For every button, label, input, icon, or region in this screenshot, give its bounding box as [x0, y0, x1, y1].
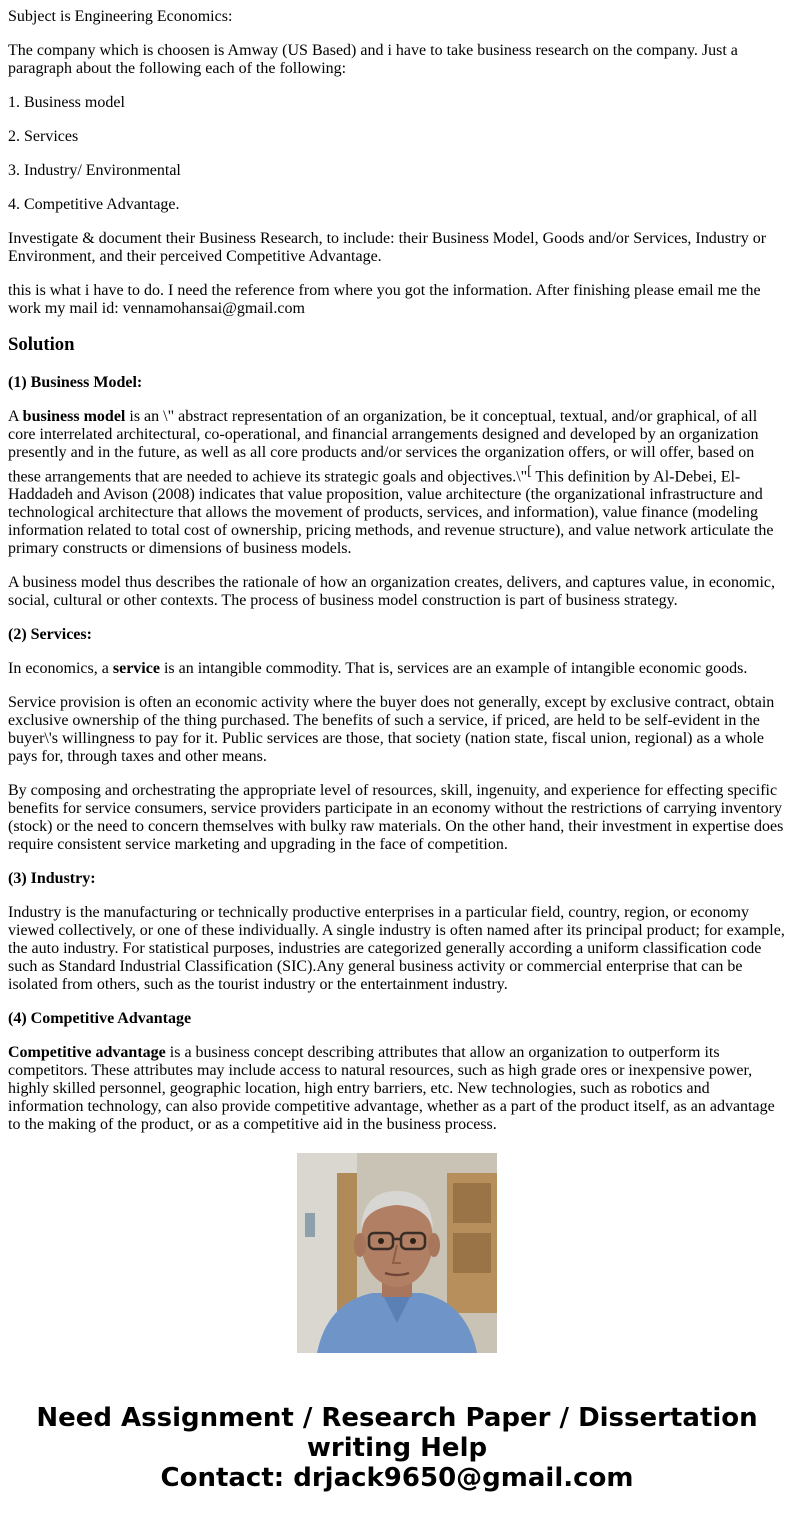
promo-banner — [0, 1403, 794, 1493]
promo-contact: Contact: drjack9650@gmail.com — [160, 1463, 634, 1493]
business-model-paragraph-1 — [8, 408, 786, 558]
business-model-p1-pre: A — [8, 408, 23, 425]
service-term: service — [112, 660, 160, 678]
question-item-1: 1. Business model — [8, 94, 125, 111]
solution-title: Solution — [8, 334, 75, 355]
services-p1-post: is an intangible commodity. That is, services are an example of intangible economic goods. — [159, 660, 748, 678]
services-paragraph-3: By composing and orchestrating the appropriate level of resources, skill, ingenuity, and experience for effecting specific benefits for service consumers, service providers participate in an economy without the restrictions of carrying inventory (stock) or the need to concern themselves with bulky raw materials. On the other hand, their investment in expertise does require consistent service marketing and upgrading in the face of competition. — [8, 782, 784, 854]
competitive-p1-post: is a business concept describing attributes that allow an organization to outperform its competitors. These attributes may include access to natural resources, such as high grade ores or inexpensive power, highly skilled personnel, geographic location, high entry barriers, etc. New technologies, such as robotics and information technology, can also provide competitive advantage, whether as a part of the product itself, as an advantage to the making of the product, or as a competitive aid in the business process. — [8, 1044, 775, 1134]
question-intro: The company which is choosen is Amway (US Based) and i have to take business research on the company. Just a paragraph about the following each of the following: — [8, 42, 738, 77]
business-model-term: business model — [22, 408, 126, 425]
competitive-term: Competitive advantage — [8, 1044, 166, 1062]
services-paragraph-1 — [8, 660, 786, 678]
services-paragraph-2: Service provision is often an economic activity where the buyer does not generally, except by exclusive contract, obtain exclusive ownership of the thing purchased. The benefits of such a service, if priced, are held to be self-evident in the buyer\'s willingness to pay for it. Public services are those, that society (nation state, fiscal union, regional) as a whole pays for, through taxes and other means. — [8, 694, 775, 766]
competitive-paragraph-1 — [8, 1044, 786, 1134]
question-item-2: 2. Services — [8, 128, 79, 145]
author-photo-icon — [297, 1153, 497, 1353]
services-p1-pre: In economics, a — [8, 660, 113, 678]
question-investigate: Investigate & document their Business Research, to include: their Business Model, Goods and/or Services, Industry or Environment, and their perceived Competitive Advantage. — [8, 230, 767, 265]
question-item-4: 4. Competitive Advantage. — [8, 196, 180, 213]
promo-line-1: Need Assignment / Research Paper / Dissertation — [36, 1403, 758, 1433]
industry-paragraph-1: Industry is the manufacturing or technically productive enterprises in a particular field, country, region, or economy viewed collectively, or one of these individually. A single industry is often named after its principal product; for example, the auto industry. For statistical purposes, industries are categorized generally according a uniform classification code such as Standard Industrial Classification (SIC).Any general business activity or commercial enterprise that can be isolated from others, such as the tourist industry or the entertainment industry. — [8, 904, 785, 994]
question-request: this is what i have to do. I need the reference from where you got the information. After finishing please email me the work my mail id: vennamohansai@gmail.com — [8, 282, 761, 317]
business-model-heading: (1) Business Model: — [8, 374, 143, 391]
article-content — [8, 0, 786, 1134]
industry-heading: (3) Industry: — [8, 870, 96, 888]
business-model-paragraph-2: A business model thus describes the rationale of how an organization creates, delivers, and captures value, in economic, social, cultural or other contexts. The process of business model construction is part of business strategy. — [8, 574, 776, 610]
question-item-3: 3. Industry/ Environmental — [8, 162, 181, 179]
author-photo — [297, 1153, 497, 1353]
business-model-p1-post: is an \" abstract representation of an organization, be it conceptual, textual, and/or graphical, of all core interrelated architectural, co-operational, and financial arrangements designed and developed by an organization presently and in the future, as well as all core products and/or services the organization offers, or will offer, based on these arrangements that are needed to achieve its strategic goals and objectives.\" — [8, 408, 759, 486]
business-model-p1-tail: This definition by Al-Debei, El-Haddadeh and Avison (2008) indicates that value proposition, value architecture (the organizational infrastructure and technological architecture that allows the movement of products, services, and information), value finance (modeling information related to total cost of ownership, pricing methods, and revenue structure), and value network articulate the primary constructs or dimensions of business models. — [8, 468, 774, 558]
competitive-heading: (4) Competitive Advantage — [8, 1010, 192, 1028]
services-heading: (2) Services: — [8, 626, 92, 644]
promo-line-2: writing Help — [306, 1433, 488, 1463]
subject-line: Subject is Engineering Economics: — [8, 8, 233, 25]
citation-marker: [ — [527, 463, 532, 478]
